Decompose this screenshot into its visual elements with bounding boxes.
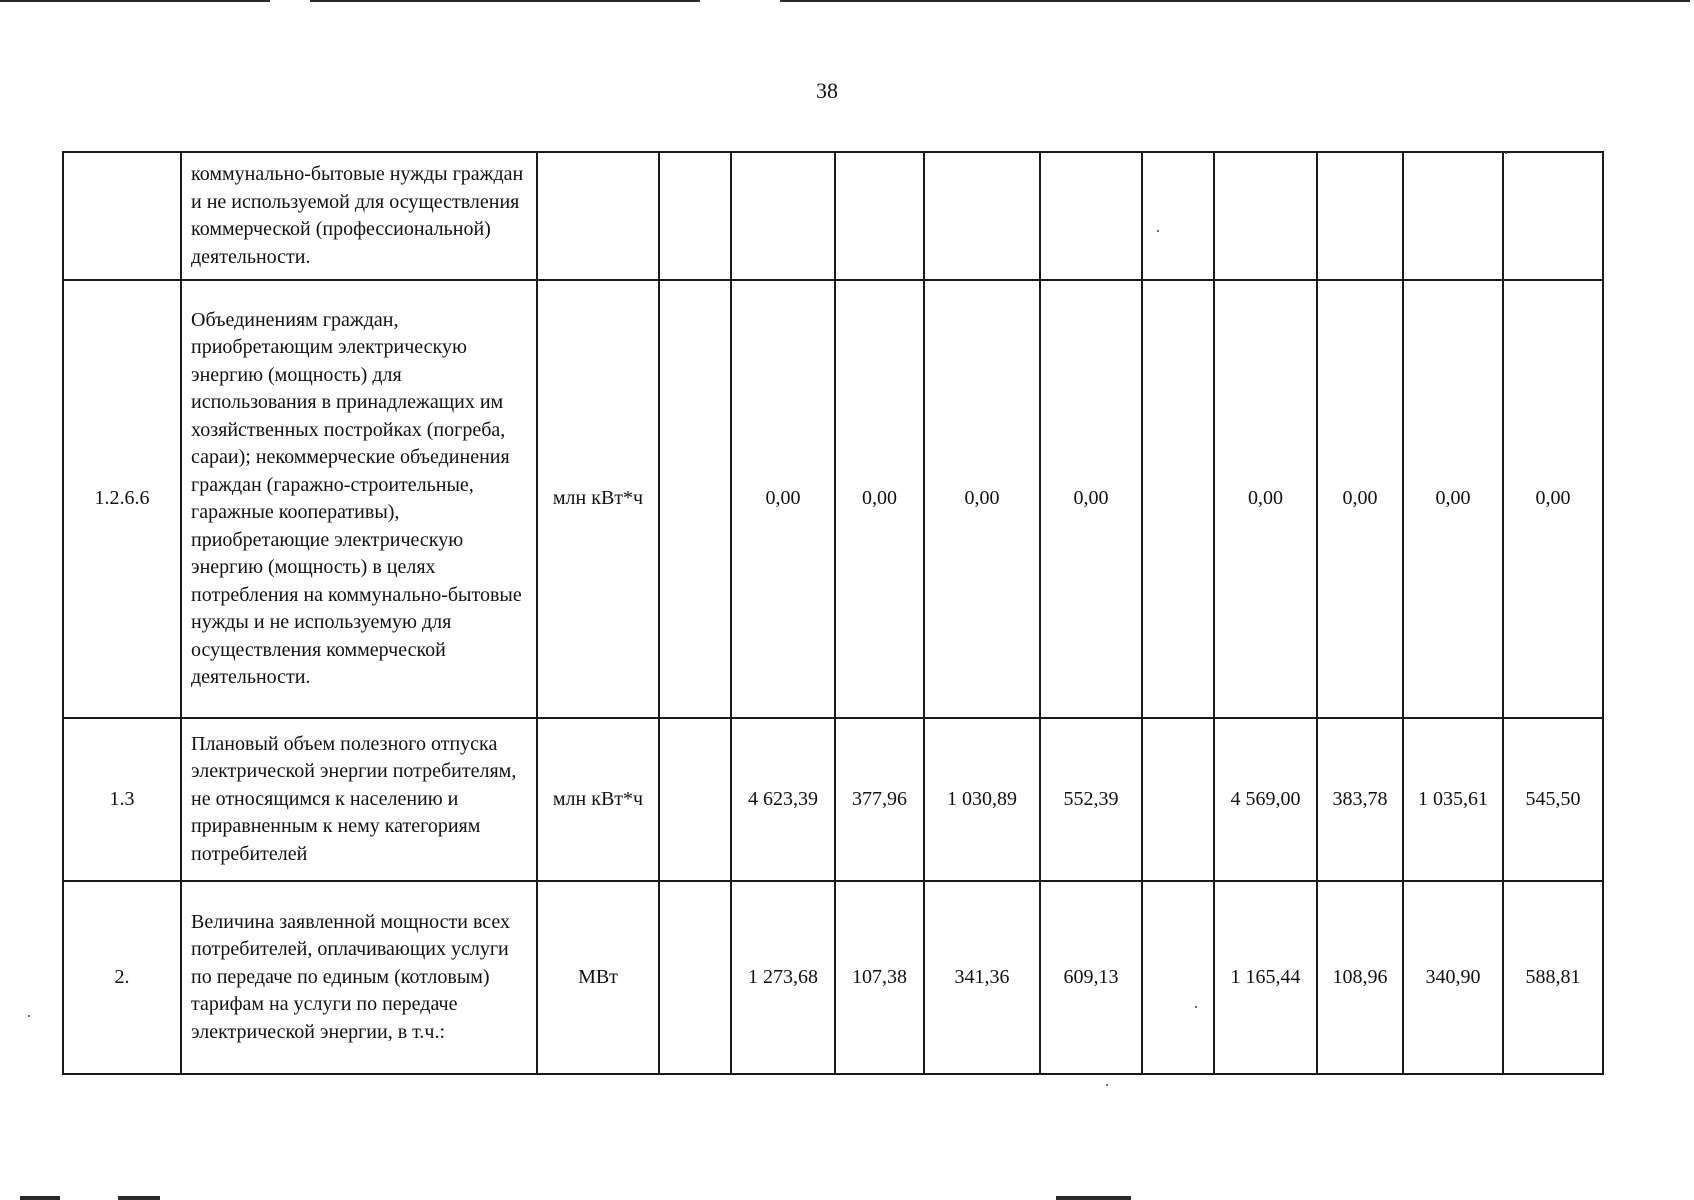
value-cell <box>1142 718 1214 881</box>
scan-speck <box>1505 152 1507 154</box>
row-number: 1.2.6.6 <box>63 280 181 718</box>
scan-edge-mark <box>1056 1196 1131 1200</box>
scan-edge-line <box>310 0 700 2</box>
value-cell: 1 273,68 <box>731 881 835 1074</box>
row-unit: МВт <box>537 881 659 1074</box>
value-cell <box>1142 881 1214 1074</box>
value-cell: 0,00 <box>1040 280 1142 718</box>
value-cell <box>659 152 731 280</box>
value-cell <box>1503 152 1603 280</box>
value-cell: 0,00 <box>1214 280 1317 718</box>
table-row <box>63 152 1603 280</box>
value-cell: 377,96 <box>835 718 924 881</box>
row-name: Объединениям граждан, приобретающим электрическую энергию (мощность) для использования в принадлежащих им хозяйственных постройках (погреба, сараи); некоммерческие объединения граждан (гаражно-строительные, гаражные кооперативы), приобретающие электрическую энергию (мощность) в целях потребления на коммунально-бытовые нужды и не используемую для осуществления коммерческой деятельности. <box>181 280 537 718</box>
value-cell <box>659 718 731 881</box>
row-number: 2. <box>63 881 181 1074</box>
value-cell <box>1040 152 1142 280</box>
value-cell <box>1214 152 1317 280</box>
value-cell: 107,38 <box>835 881 924 1074</box>
value-cell: 1 165,44 <box>1214 881 1317 1074</box>
value-cell <box>659 881 731 1074</box>
scan-edge-line <box>0 0 270 2</box>
table-row <box>63 881 1603 1074</box>
value-cell: 383,78 <box>1317 718 1403 881</box>
row-number: 1.3 <box>63 718 181 881</box>
value-cell: 545,50 <box>1503 718 1603 881</box>
scan-edge-line <box>780 0 1690 2</box>
value-cell <box>731 152 835 280</box>
row-name: Плановый объем полезного отпуска электрической энергии потребителям, не относящимся к населению и приравненным к нему категориям потребителей <box>181 718 537 881</box>
table-row <box>63 280 1603 718</box>
value-cell <box>1142 152 1214 280</box>
value-cell: 1 035,61 <box>1403 718 1503 881</box>
value-cell: 108,96 <box>1317 881 1403 1074</box>
value-cell: 4 569,00 <box>1214 718 1317 881</box>
row-number <box>63 152 181 280</box>
page-number: 38 <box>816 78 838 103</box>
value-cell: 1 030,89 <box>924 718 1040 881</box>
scan-edge-mark <box>20 1196 60 1200</box>
value-cell <box>924 152 1040 280</box>
value-cell: 4 623,39 <box>731 718 835 881</box>
value-cell: 340,90 <box>1403 881 1503 1074</box>
value-cell <box>835 152 924 280</box>
value-cell: 0,00 <box>731 280 835 718</box>
value-cell <box>1403 152 1503 280</box>
scan-speck <box>28 1015 30 1017</box>
value-cell: 0,00 <box>924 280 1040 718</box>
value-cell <box>1317 152 1403 280</box>
value-cell <box>659 280 731 718</box>
value-cell <box>1142 280 1214 718</box>
row-unit: млн кВт*ч <box>537 280 659 718</box>
scan-edge-mark <box>118 1196 160 1200</box>
scan-speck <box>1106 1084 1108 1086</box>
value-cell: 0,00 <box>1317 280 1403 718</box>
tariff-table <box>62 151 1604 1075</box>
value-cell: 341,36 <box>924 881 1040 1074</box>
row-name: Величина заявленной мощности всех потребителей, оплачивающих услуги по передаче по единым (котловым) тарифам на услуги по передаче электрической энергии, в т.ч.: <box>181 881 537 1074</box>
value-cell: 0,00 <box>835 280 924 718</box>
row-name: коммунально-бытовые нужды граждан и не используемой для осуществления коммерческой (профессиональной) деятельности. <box>181 152 537 280</box>
value-cell: 609,13 <box>1040 881 1142 1074</box>
value-cell: 552,39 <box>1040 718 1142 881</box>
value-cell: 0,00 <box>1503 280 1603 718</box>
value-cell: 588,81 <box>1503 881 1603 1074</box>
value-cell: 0,00 <box>1403 280 1503 718</box>
table-row <box>63 718 1603 881</box>
row-unit <box>537 152 659 280</box>
scan-speck <box>1195 1006 1197 1008</box>
scan-speck <box>1157 230 1159 232</box>
row-unit: млн кВт*ч <box>537 718 659 881</box>
